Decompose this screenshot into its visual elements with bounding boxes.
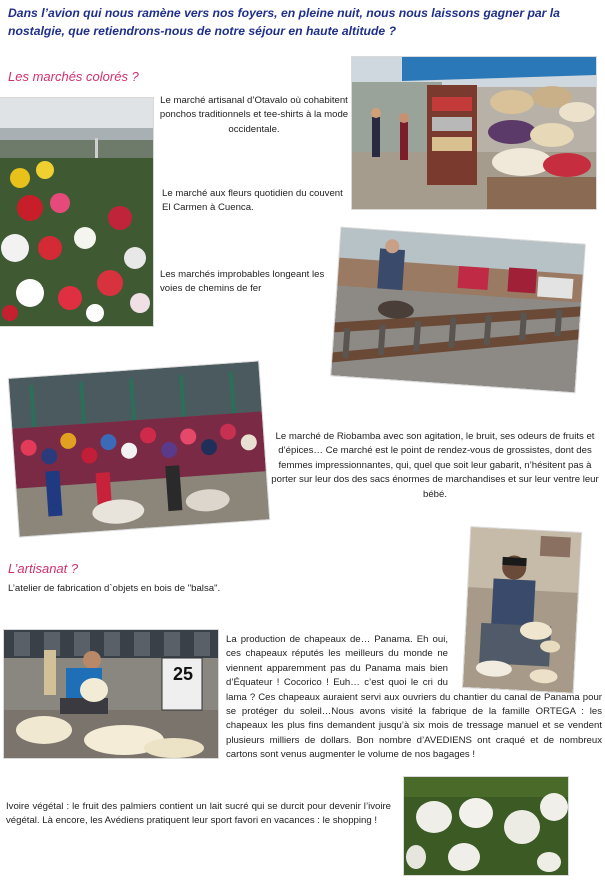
photo-vegetable-ivory (404, 777, 568, 875)
caption-railway-market: Les marchés improbables longeant les voies de chemins de fer (160, 269, 325, 295)
caption-riobamba: Le marché de Riobamba avec son agitation, le bruit, ses odeurs de fruits et d’épices… Ce marché est le point de rendez-vous de grossistes, dont des femmes impressionnantes, qui, quel que soit leur gabarit, n’hésitent pas à porter sur leur dos des sacs énormes de marchandises et sur leur ventre leur bébé. (271, 431, 599, 500)
photo-otavalo-market (352, 57, 596, 209)
caption-otavalo: Le marché artisanal d’Otavalo où cohabitent ponchos traditionnels et tee-shirts à la mode occidentale. (159, 95, 349, 135)
float-spacer (448, 631, 602, 689)
stall-number-label: 25 (172, 664, 194, 684)
caption-flower-market: Le marché aux fleurs quotidien du couvent El Carmen à Cuenca. (162, 188, 343, 214)
photo-riobamba-market (9, 361, 269, 536)
intro-text: Dans l’avion qui nous ramène vers nos foyers, en pleine nuit, nous nous laissons gagner par la nostalgie, que retiendrons-nous de notre séjour en haute altitude ? (8, 6, 560, 38)
caption-panama-text: La production de chapeaux de… Panama. Eh oui, ces chapeaux réputés les meilleurs du monde ne viennent apparemment pas du Panama mais bien d’Équateur ! Cocorico ! Euh… c’est quoi le cri du lama ? Ces chapeaux auraient servi aux ouvriers du chantier du canal de Panama pour se protéger du soleil…Nous avons visité la fabrique de la famille ORTEGA : les chapeaux les plus fins demandent jusqu’à six mois de tressage manuel et se vendent plusieurs milliers de dollars. Bon nombre d’AVEDIENS ont craqué et de nombreux cartons sont venus augmenter le volume de nos bagages ! (226, 634, 602, 761)
caption-balsa: L’atelier de fabrication d`objets en bois de "balsa". (8, 583, 221, 594)
photo-flower-market (0, 98, 153, 326)
caption-panama-hats (226, 633, 602, 783)
section-title-markets: Les marchés colorés ? (8, 69, 139, 84)
photo-panama-hat-factory (4, 630, 218, 758)
section-title-craft: L’artisanat ? (8, 561, 79, 576)
photo-railway-market (331, 228, 585, 393)
caption-vegetable-ivory: Ivoire végétal : le fruit des palmiers contient un lait sucré qui se durcit pour devenir l’ivoire végétal. Là encore, les Avédiens pratiquent leur sport favori en vacances : le shopping ! (6, 801, 391, 827)
